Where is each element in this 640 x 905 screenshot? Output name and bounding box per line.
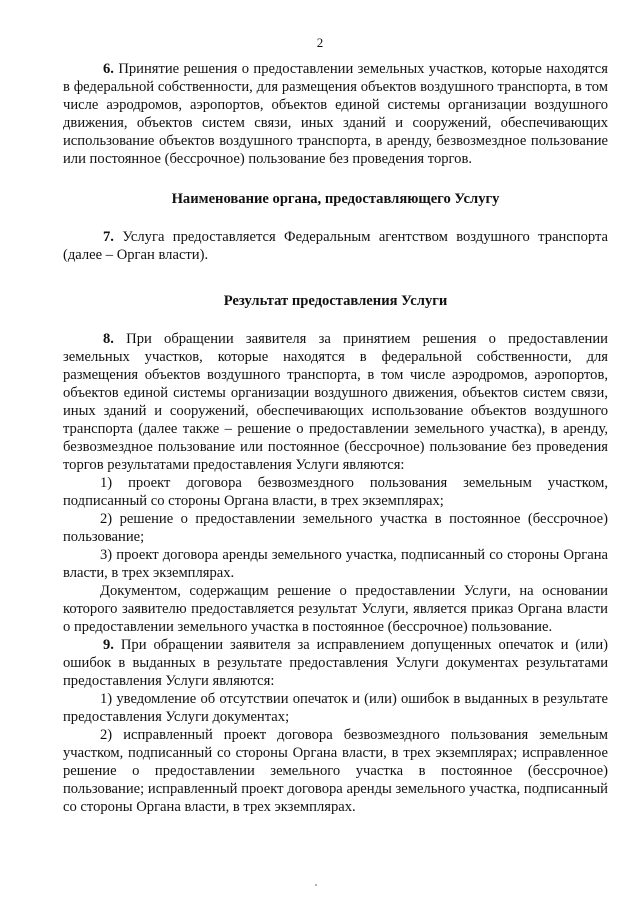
item-number: 7. xyxy=(103,229,114,245)
paragraph-text: При обращении заявителя за принятием решения о предоставлении земельных участков, которые находятся в федеральной собственности, для размещения объектов воздушного транспорта, в том числе аэродромов, аэропортов, объектов единой системы организации воздушного движения, объектов систем связи, иных зданий и сооружений, обеспечивающих использование объектов воздушного транспорта (далее также – решение о предоставлении земельного участка), в аренду, безвозмездное пользование или постоянное (бессрочное) пользование без проведения торгов результатами предоставления Услуги являются: xyxy=(63,331,608,473)
paragraph-text: При обращении заявителя за исправлением допущенных опечаток и (или) ошибок в выданных в результате предоставления Услуги документах результатами предоставления Услуги являются: xyxy=(63,637,608,689)
item-number: 8. xyxy=(103,331,114,347)
section-heading-result: Результат предоставления Услуги xyxy=(223,293,448,309)
paragraph-8 xyxy=(63,330,608,474)
list-item: 2) исправленный проект договора безвозмездного пользования земельным участком, подписанный со стороны Органа власти, в трех экземплярах; исправленное решение о предоставлении земельного участка в постоянное (бессрочное) пользование; исправленный проект договора аренды земельного участка, подписанный со стороны Органа власти, в трех экземплярах. xyxy=(63,727,608,815)
document-body xyxy=(63,60,608,816)
paragraph-9 xyxy=(63,636,608,690)
scan-speck xyxy=(315,884,317,886)
paragraph-text: Принятие решения о предоставлении земельных участков, которые находятся в федеральной собственности, для размещения объектов воздушного транспорта, в том числе аэродромов, аэропортов, объектов единой системы организации воздушного движения, объектов систем связи, иных зданий и сооружений, обеспечивающих использование объектов воздушного транспорта, в аренду, безвозмездное пользование или постоянное (бессрочное) пользование без проведения торгов. xyxy=(63,61,608,167)
paragraph-text: Услуга предоставляется Федеральным агентством воздушного транспорта (далее – Орган власти). xyxy=(63,229,608,263)
list-item: 3) проект договора аренды земельного участка, подписанный со стороны Органа власти, в трех экземплярах. xyxy=(63,547,608,581)
paragraph-7 xyxy=(63,228,608,264)
list-item: 2) решение о предоставлении земельного участка в постоянное (бессрочное) пользование; xyxy=(63,511,608,545)
page-number: 2 xyxy=(316,35,324,50)
item-number: 6. xyxy=(103,61,114,77)
item-number: 9. xyxy=(103,637,114,653)
list-item: 1) проект договора безвозмездного пользования земельным участком, подписанный со стороны Органа власти, в трех экземплярах; xyxy=(63,475,608,509)
paragraph-6 xyxy=(63,60,608,168)
section-heading-authority: Наименование органа, предоставляющего Услугу xyxy=(171,191,500,207)
paragraph-decision-document: Документом, содержащим решение о предоставлении Услуги, на основании которого заявителю предоставляется результат Услуги, является приказ Органа власти о предоставлении земельного участка в постоянное (бессрочное) пользование. xyxy=(63,583,608,635)
list-item: 1) уведомление об отсутствии опечаток и (или) ошибок в выданных в результате предоставления Услуги документах; xyxy=(63,691,608,725)
